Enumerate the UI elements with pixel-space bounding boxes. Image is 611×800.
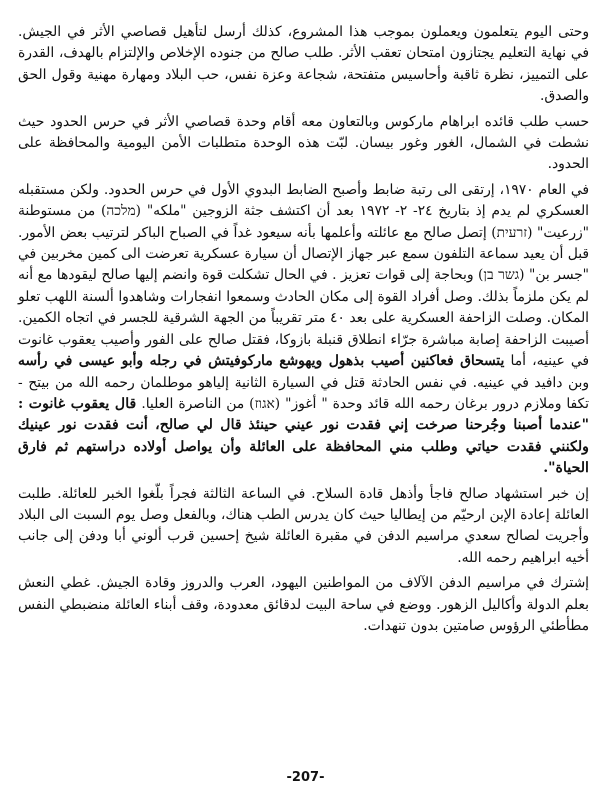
quote-line: قال يعقوب غانوت : "عندما أصبنا وجُرحنا صرخت إني فقدت نور عيني حينئذ <box>18 395 589 434</box>
text-line: العائلة شيخ إحسين قرب ألوني أبا ودفن إلى جانب أخيه ابراهيم رحمه الله. <box>18 528 589 566</box>
text-line: غطي النعش بعلم الدولة وأكاليل الزهور. ووضع في ساحة البيت لدقائق معدودة، وقف <box>18 575 589 613</box>
text-line: في العام ١٩٧٠، إرتقى الى رتبة ضابط وأصبح الضابط البدوي الأول في حرس <box>150 181 590 198</box>
text-line: اليومية والمحافظة على الحدود. <box>18 135 589 173</box>
paragraph-3 <box>18 180 589 480</box>
quote-line: العائلة وأن يواصل أولاده دراستهم ثم فارق الحياة". <box>18 438 589 477</box>
text-line: حسب طلب قائده ابراهام ماركوس وبالتعاون معه أقام وحدة قصاصي الأثر في حرس <box>92 113 589 130</box>
text-line: وبالفعل وصل يوم السبت الى البلاد وأجريت لصالح سعدي مراسيم الدفن في مقبرة <box>18 506 590 545</box>
paragraph-5 <box>18 573 589 637</box>
text-line: في الجيش. في نهاية التعليم يجتازون امتحان تعقب الأثر. طلب صالح من جنوده <box>18 24 589 62</box>
text-line: الزوجين "ملكه" (מלכה) من مستوطنة "زرعيت" (זרעית) إتصل صالح مع عائلته <box>18 203 590 241</box>
text-line: وبن دافيد في عينيه. في نفس الحادثة قتل في السيارة الثانية إلياهو موطلمان رحمه الله <box>78 374 589 391</box>
text-line: إن خبر استشهاد صالح فاجأ وأذهل قادة السلاح. في الساعة الثالثة فجراً بلّغوا الخبر <box>103 485 590 502</box>
text-line: وحتى اليوم يتعلمون ويعملون بموجب هذا المشروع، كذلك أرسل لتأهيل قصاصي الأثر <box>91 24 589 40</box>
text-line: انطلاق قنبلة بازوكا، فقتل صالح على الفور وأصيب يعقوب غانوت في عينيه، أما <box>18 331 589 370</box>
text-line: الإخلاص والإلتزام بالهدف، القدرة على التمييز، نظرة ثاقبة وأحاسيس متفتحة، شجاعة <box>18 45 589 83</box>
paragraph-2 <box>18 112 589 176</box>
text-line: "جسر بن" (גשר בן) وبحاجة إلى قوات تعزيز . في الحال تشكلت قوة وانضم إليها <box>134 267 589 284</box>
text-line: صالح ليقودها مع أنه لم يكن ملزماً بذلك. وصل أفراد القوة إلى مكان الحادث وسمعوا <box>18 267 589 305</box>
quote-line: قال لي صالح، أنت فقدت نور عينيك ولكنني فقدت حياتي وطلب مني المحافظة على <box>18 417 589 455</box>
text-line: من بيتح - تكفا وملازم درور برغان رحمه الله قائد وحدة " أغوز" (אגוז) من الناصرة <box>18 374 589 412</box>
text-line: للعائلة. طلبت العائلة إعادة الإبن ارحيّم من إيطاليا حيث كان يدرس الطب هناك، <box>18 485 589 523</box>
text-line: وأعلمها بأنه سيعود غداً في الصباح الباكر لترتيب بعض الأمور. قبل أن يعيد سماعة <box>18 224 589 263</box>
text-line: انفجارات وشاهدوا ألسنة اللهب تعلو المكان. وصلت الزاحفة العسكرية على بعد ٤٠ متر <box>18 288 589 327</box>
paragraph-4 <box>18 484 589 570</box>
paragraph-1 <box>18 22 589 108</box>
text-line: وعزة نفس، حب البلاد ومهارة مهنية وقول الحق والصدق. <box>18 66 589 105</box>
text-line: إشترك في مراسيم الدفن الآلاف من المواطنين اليهود، العرب والدروز وقادة الجيش. <box>96 575 589 592</box>
text-line: الحدود. ولكن مستقبله العسكري لم يدم إذ بتاريخ ٢٤- ٢- ١٩٧٢ بعد أن اكتشف جثة <box>18 181 589 220</box>
text-line: الحدود حيث نشطت في الشمال، الغور وغور بيسان. لبّت هذه الوحدة متطلبات الأمن <box>18 113 589 152</box>
text-line-bold: يتسحاق فعاكنين أصيب بذهول ويهوشع ماركوفيتش في رجله وأبو عيسى في رأسه <box>18 353 505 370</box>
text-line: أبناء العائلة منضبطي النفس مطأطئي الرؤوس صامتين بدون تنهدات. <box>18 596 589 634</box>
text-line: العليا. <box>141 395 174 412</box>
page-number: -207- <box>286 770 325 785</box>
text-line: تقريباً من الجهة الشرقية للجسر في اتجاه الكمين. أصيبت الزاحفة إصابة مباشرة جرّاء <box>18 310 590 348</box>
text-line: التلفون سمع عبر جهاز الإتصال أن سيارة عسكرية تعرضت الى كمين مخربين في <box>18 246 475 263</box>
